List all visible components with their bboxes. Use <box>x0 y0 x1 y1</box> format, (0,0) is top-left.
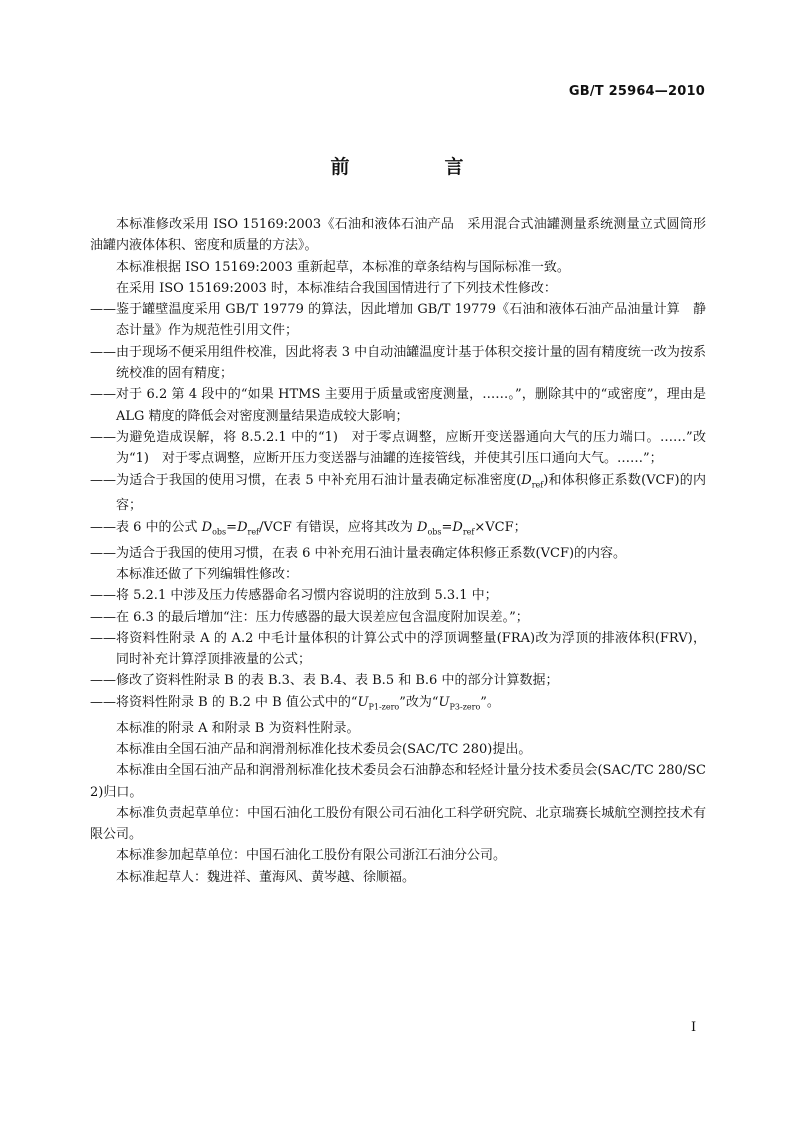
list-item: —— 表 6 中的公式 $D_{obs}=D_{ref}$/VCF 有错误，应将其改为 $D_{obs}=D_{ref}\times VCF$； <box>90 519 527 537</box>
paragraph: 本标准起草人：魏进祥、董海风、黄岑越、徐顺福。 <box>116 869 416 885</box>
paragraph: 本标准的附录 A 和附录 B 为资料性附录。 <box>116 720 360 736</box>
list-item: —— 对于 6.2 第 4 段中的“如果 HTMS 主要用于质量或密度测量，……。”，删除其中的“或密度”，理由是 ALG 精度的降低会对密度测量结果造成较大影响； <box>90 387 706 424</box>
preface-body <box>90 214 706 888</box>
paragraph: 本标准参加起草单位：中国石油化工股份有限公司浙江石油分公司。 <box>116 848 507 864</box>
list-item: —— 为适合于我国的使用习惯，在表 5 中补充用石油计量表确定标准密度$(D_{ref})$和体积修正系数(VCF)的内容； <box>90 472 706 514</box>
standard-number: GB/T 25964—2010 <box>568 84 705 99</box>
list-item: —— 将资料性附录 B 的 B.2 中 B 值公式中的“$U_{P1-zero}$”改为“$U_{P3-zero}$”。 <box>90 694 500 712</box>
list-item: —— 鉴于罐壁温度采用 GB/T 19779 的算法，因此增加 GB/T 19779《石油和液体石油产品油量计算 静态计量》作为规范性引用文件； <box>90 302 706 339</box>
list-item: —— 将资料性附录 A 的 A.2 中毛计量体积的计算公式中的浮顶调整量(FRA)改为浮顶的排液体积(FRV)，同时补充计算浮顶排液量的公式； <box>90 630 706 668</box>
page-number: I <box>691 1020 697 1035</box>
list-item: —— 为适合于我国的使用习惯，在表 6 中补充用石油计量表确定体积修正系数(VCF)的内容。 <box>90 545 627 561</box>
list-item: —— 为避免造成误解，将 8.5.2.1 中的“1) 对于零点调整，应断开变送器通向大气的压力端口。……”改为“1) 对于零点调整，应断开压力变送器与油罐的连接管线，并使其引压口通向大气。……”； <box>90 429 706 467</box>
list-item: —— 在 6.3 的最后增加“注：压力传感器的最大误差应包含温度附加误差。”； <box>90 609 529 625</box>
paragraph: 本标准由全国石油产品和润滑剂标准化技术委员会(SAC/TC 280)提出。 <box>116 741 532 757</box>
list-item: —— 修改了资料性附录 B 的表 B.3、表 B.4、表 B.5 和 B.6 中的部分计算数据； <box>90 673 559 689</box>
list-item: —— 由于现场不便采用组件校准，因此将表 3 中自动油罐温度计基于体积交接计量的固有精度统一改为按系统校准的固有精度； <box>90 344 706 382</box>
paragraph: 本标准由全国石油产品和润滑剂标准化技术委员会石油静态和轻烃计量分技术委员会(SAC/TC 280/SC 2)归口。 <box>90 763 706 800</box>
paragraph: 本标准修改采用 ISO 15169:2003《石油和液体石油产品 采用混合式油罐测量系统测量立式圆筒形油罐内液体体积、密度和质量的方法》。 <box>90 217 706 254</box>
paragraph: 在采用 ISO 15169:2003 时，本标准结合我国国情进行了下列技术性修改： <box>116 280 557 296</box>
list-item: —— 将 5.2.1 中涉及压力传感器命名习惯内容说明的注放到 5.3.1 中； <box>90 588 498 604</box>
paragraph: 本标准负责起草单位：中国石油化工股份有限公司石油化工科学研究院、北京瑞赛长城航空测控技术有限公司。 <box>90 805 706 843</box>
page-title: 前 言 <box>330 156 502 178</box>
paragraph: 本标准根据 ISO 15169:2003 重新起草，本标准的章条结构与国际标准一致。 <box>116 259 570 275</box>
paragraph: 本标准还做了下列编辑性修改： <box>116 566 299 582</box>
